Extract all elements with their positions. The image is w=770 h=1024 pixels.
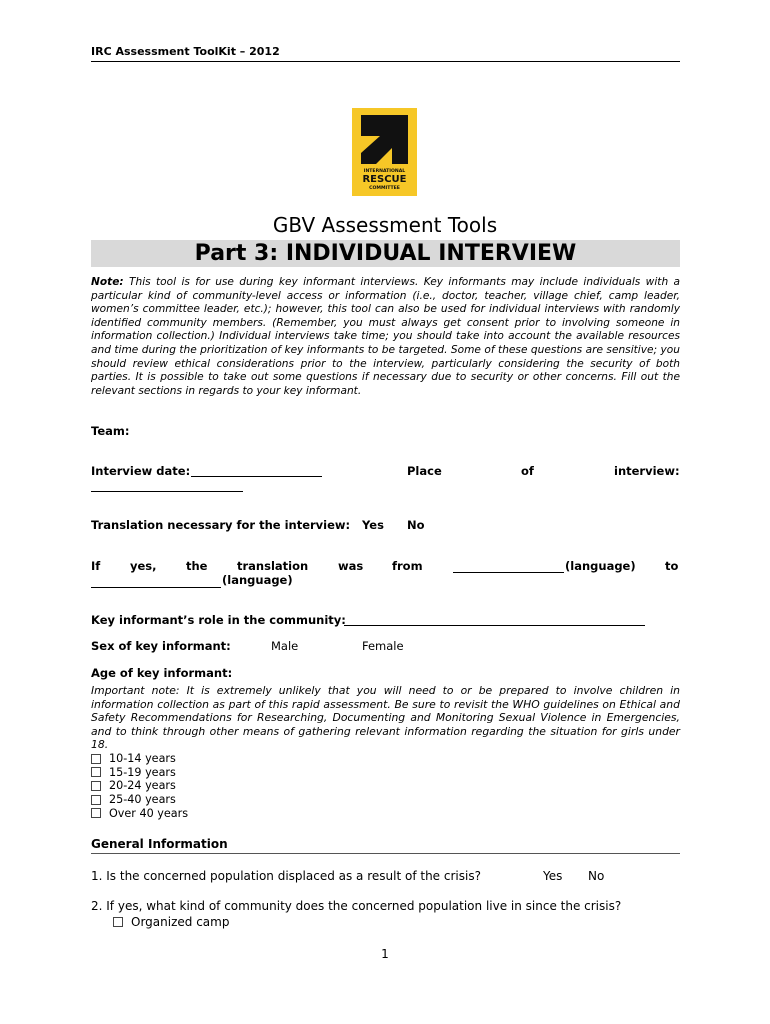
interview-date-field[interactable] [191,466,322,477]
part-title: Part 3: INDIVIDUAL INTERVIEW [91,240,680,267]
checkbox[interactable] [91,781,101,791]
age-option[interactable] [91,752,188,766]
interview-date-label: Interview date: [91,464,191,478]
running-header: IRC Assessment ToolKit – 2012 [91,45,280,58]
note-label: Note: [91,276,124,288]
sex-female-option[interactable]: Female [362,639,404,653]
note-paragraph [91,276,680,398]
translation-no[interactable]: No [407,518,425,532]
if-word-2: yes, [130,559,157,573]
if-word-3: the [186,559,208,573]
age-option-label: 20-24 years [109,779,176,793]
to-language-label: (language) [222,573,293,587]
role-label: Key informant’s role in the community: [91,613,346,627]
if-word-6: from [392,559,423,573]
age-option[interactable] [91,779,188,793]
header-rule [91,61,680,62]
age-option[interactable] [91,806,188,820]
checkbox[interactable] [113,917,123,927]
general-information-heading: General Information [91,837,228,851]
if-word-1: If [91,559,101,573]
age-option[interactable] [91,793,188,807]
age-label: Age of key informant: [91,666,233,680]
age-option-label: Over 40 years [109,806,189,820]
note-text: This tool is for use during key informant interviews. Key informants may include individuals with a particular kind of community-level access or information (i.e., doctor, teacher, village chief, camp leader, women’s committee leader, etc.); however, this tool can also be used for individual interviews with randomly identified community members. (Remember, you must always get consent prior to involving someone in information collection.) Individual interviews take time; you should take into account the available resources and time during the prioritization of key informants to be targeted. Some of these questions are sensitive; you should review ethical considerations prior to the interview, particularly considering the security of both parties. It is possible to take out some questions if necessary due to security or other concerns. Fill out the relevant sections in regards to your key informant. [91,276,681,397]
if-word-5: was [338,559,364,573]
organized-camp-label: Organized camp [131,915,230,929]
general-information-rule [91,853,680,854]
if-word-4: translation [237,559,309,573]
irc-logo [352,108,417,196]
place-of-interview-field[interactable] [91,481,243,492]
logo-line-3: COMMITTEE [369,186,400,191]
sex-male-option[interactable]: Male [271,639,299,653]
question-1-no[interactable]: No [588,869,605,883]
to-word: to [665,559,679,573]
checkbox[interactable] [91,795,101,805]
age-option-label: 15-19 years [109,765,176,779]
document-title: GBV Assessment Tools [272,213,498,237]
organized-camp-option[interactable] [113,915,229,929]
age-option[interactable] [91,766,188,780]
important-note: Important note: It is extremely unlikely that you will need to or be prepared to involve children in information collection as part of this rapid assessment. Be sure to revisit the WHO guidelines on Ethical and Safety Recommendations for Researching, Documenting and Monitoring Sexual Violence in Emergencies, and to think through other means of gathering relevant information regarding the situation for girls under 18. [91,684,680,752]
question-1: 1. Is the concerned population displaced as a result of the crisis? [91,869,481,883]
question-1-yes[interactable]: Yes [543,869,563,883]
checkbox[interactable] [91,808,101,818]
age-option-label: 25-40 years [109,793,176,807]
logo-line-1: INTERNATIONAL [363,169,406,174]
to-language-field[interactable] [91,577,221,588]
interview-word: interview: [614,464,680,478]
page-number: 1 [381,947,389,961]
of-word: of [521,464,534,478]
irc-logo-graphic [352,108,417,196]
sex-label: Sex of key informant: [91,639,231,653]
checkbox[interactable] [91,767,101,777]
question-2: 2. If yes, what kind of community does the concerned population live in since the crisis? [91,899,622,913]
from-language-label: (language) [565,559,636,573]
team-label: Team: [91,424,130,438]
age-options [91,752,188,820]
role-field[interactable] [344,615,645,626]
translation-yes[interactable]: Yes [362,518,384,532]
place-word: Place [407,464,442,478]
logo-line-2: RESCUE [362,174,407,185]
translation-question: Translation necessary for the interview: [91,518,351,532]
age-option-label: 10-14 years [109,752,176,766]
checkbox[interactable] [91,754,101,764]
from-language-field[interactable] [453,562,564,573]
